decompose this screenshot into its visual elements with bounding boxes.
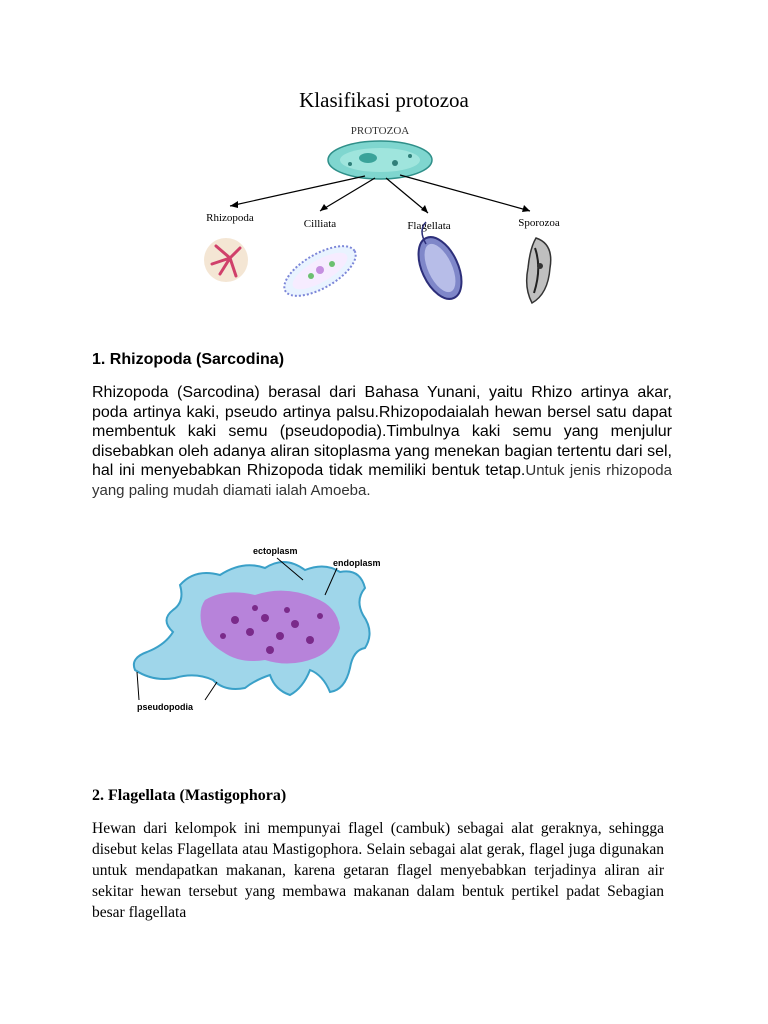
diagram-arrows xyxy=(230,175,530,213)
diagram-child-sporozoa: Sporozoa xyxy=(518,217,560,229)
amoeba-diagram xyxy=(125,540,395,720)
diagram-child-flagellata: Flagellata xyxy=(407,220,451,232)
diagram-root-label: PROTOZOA xyxy=(350,125,410,137)
paragraph-bold-text: Rhizopoda (Sarcodina) berasal dari Bahasa Yunani, yaitu Rhizo artinya akar, poda artinya kaki, pseudo artinya palsu.Rhizopodaialah hewan bersel satu dapat membentuk kaki semu (pseudopodia).Timbulnya kaki semu yang menjulur disebabkan oleh adanya aliran sitoplasma yang menekan bagian tertentu dari sel, hal ini menyebabkan Rhizopoda tidak memiliki bentuk tetap. xyxy=(92,384,672,480)
flagellata-image xyxy=(410,222,471,306)
page-title: Klasifikasi protozoa xyxy=(299,88,469,112)
paragraph-light-text: Untuk jenis rhizopoda yang paling mudah diamati ialah Amoeba. xyxy=(92,462,672,499)
endoplasm-label: endoplasm xyxy=(333,558,381,568)
section-paragraph-flagellata: Hewan dari kelompok ini mempunyai flagel (cambuk) sebagai alat geraknya, sehingga disebut kelas Flagellata atau Mastigophora. Selain sebagai alat gerak, flagel juga digunakan untuk mendapatkan makanan, karena getaran flagel menyebabkan terjadinya aliran air sekitar hewan tersebut yang membawa makanan dalam bentuk pertikel padat Sebagian besar flagellata xyxy=(92,820,664,921)
protozoa-cell-image xyxy=(328,141,432,179)
section-paragraph-rhizopoda xyxy=(92,383,672,501)
cilliata-image xyxy=(277,236,363,305)
amoeba-image xyxy=(134,562,370,695)
diagram-child-rhizopoda: Rhizopoda xyxy=(206,212,254,224)
section-heading-flagellata: 2. Flagellata (Mastigophora) xyxy=(92,787,287,804)
sporozoa-image xyxy=(527,238,551,303)
ectoplasm-label: ectoplasm xyxy=(253,546,298,556)
pseudopodia-label: pseudopodia xyxy=(137,702,193,712)
section-heading-rhizopoda: 1. Rhizopoda (Sarcodina) xyxy=(92,351,285,368)
rhizopoda-image xyxy=(204,238,248,282)
protozoa-classification-diagram xyxy=(190,118,590,313)
diagram-child-cilliata: Cilliata xyxy=(303,218,337,230)
